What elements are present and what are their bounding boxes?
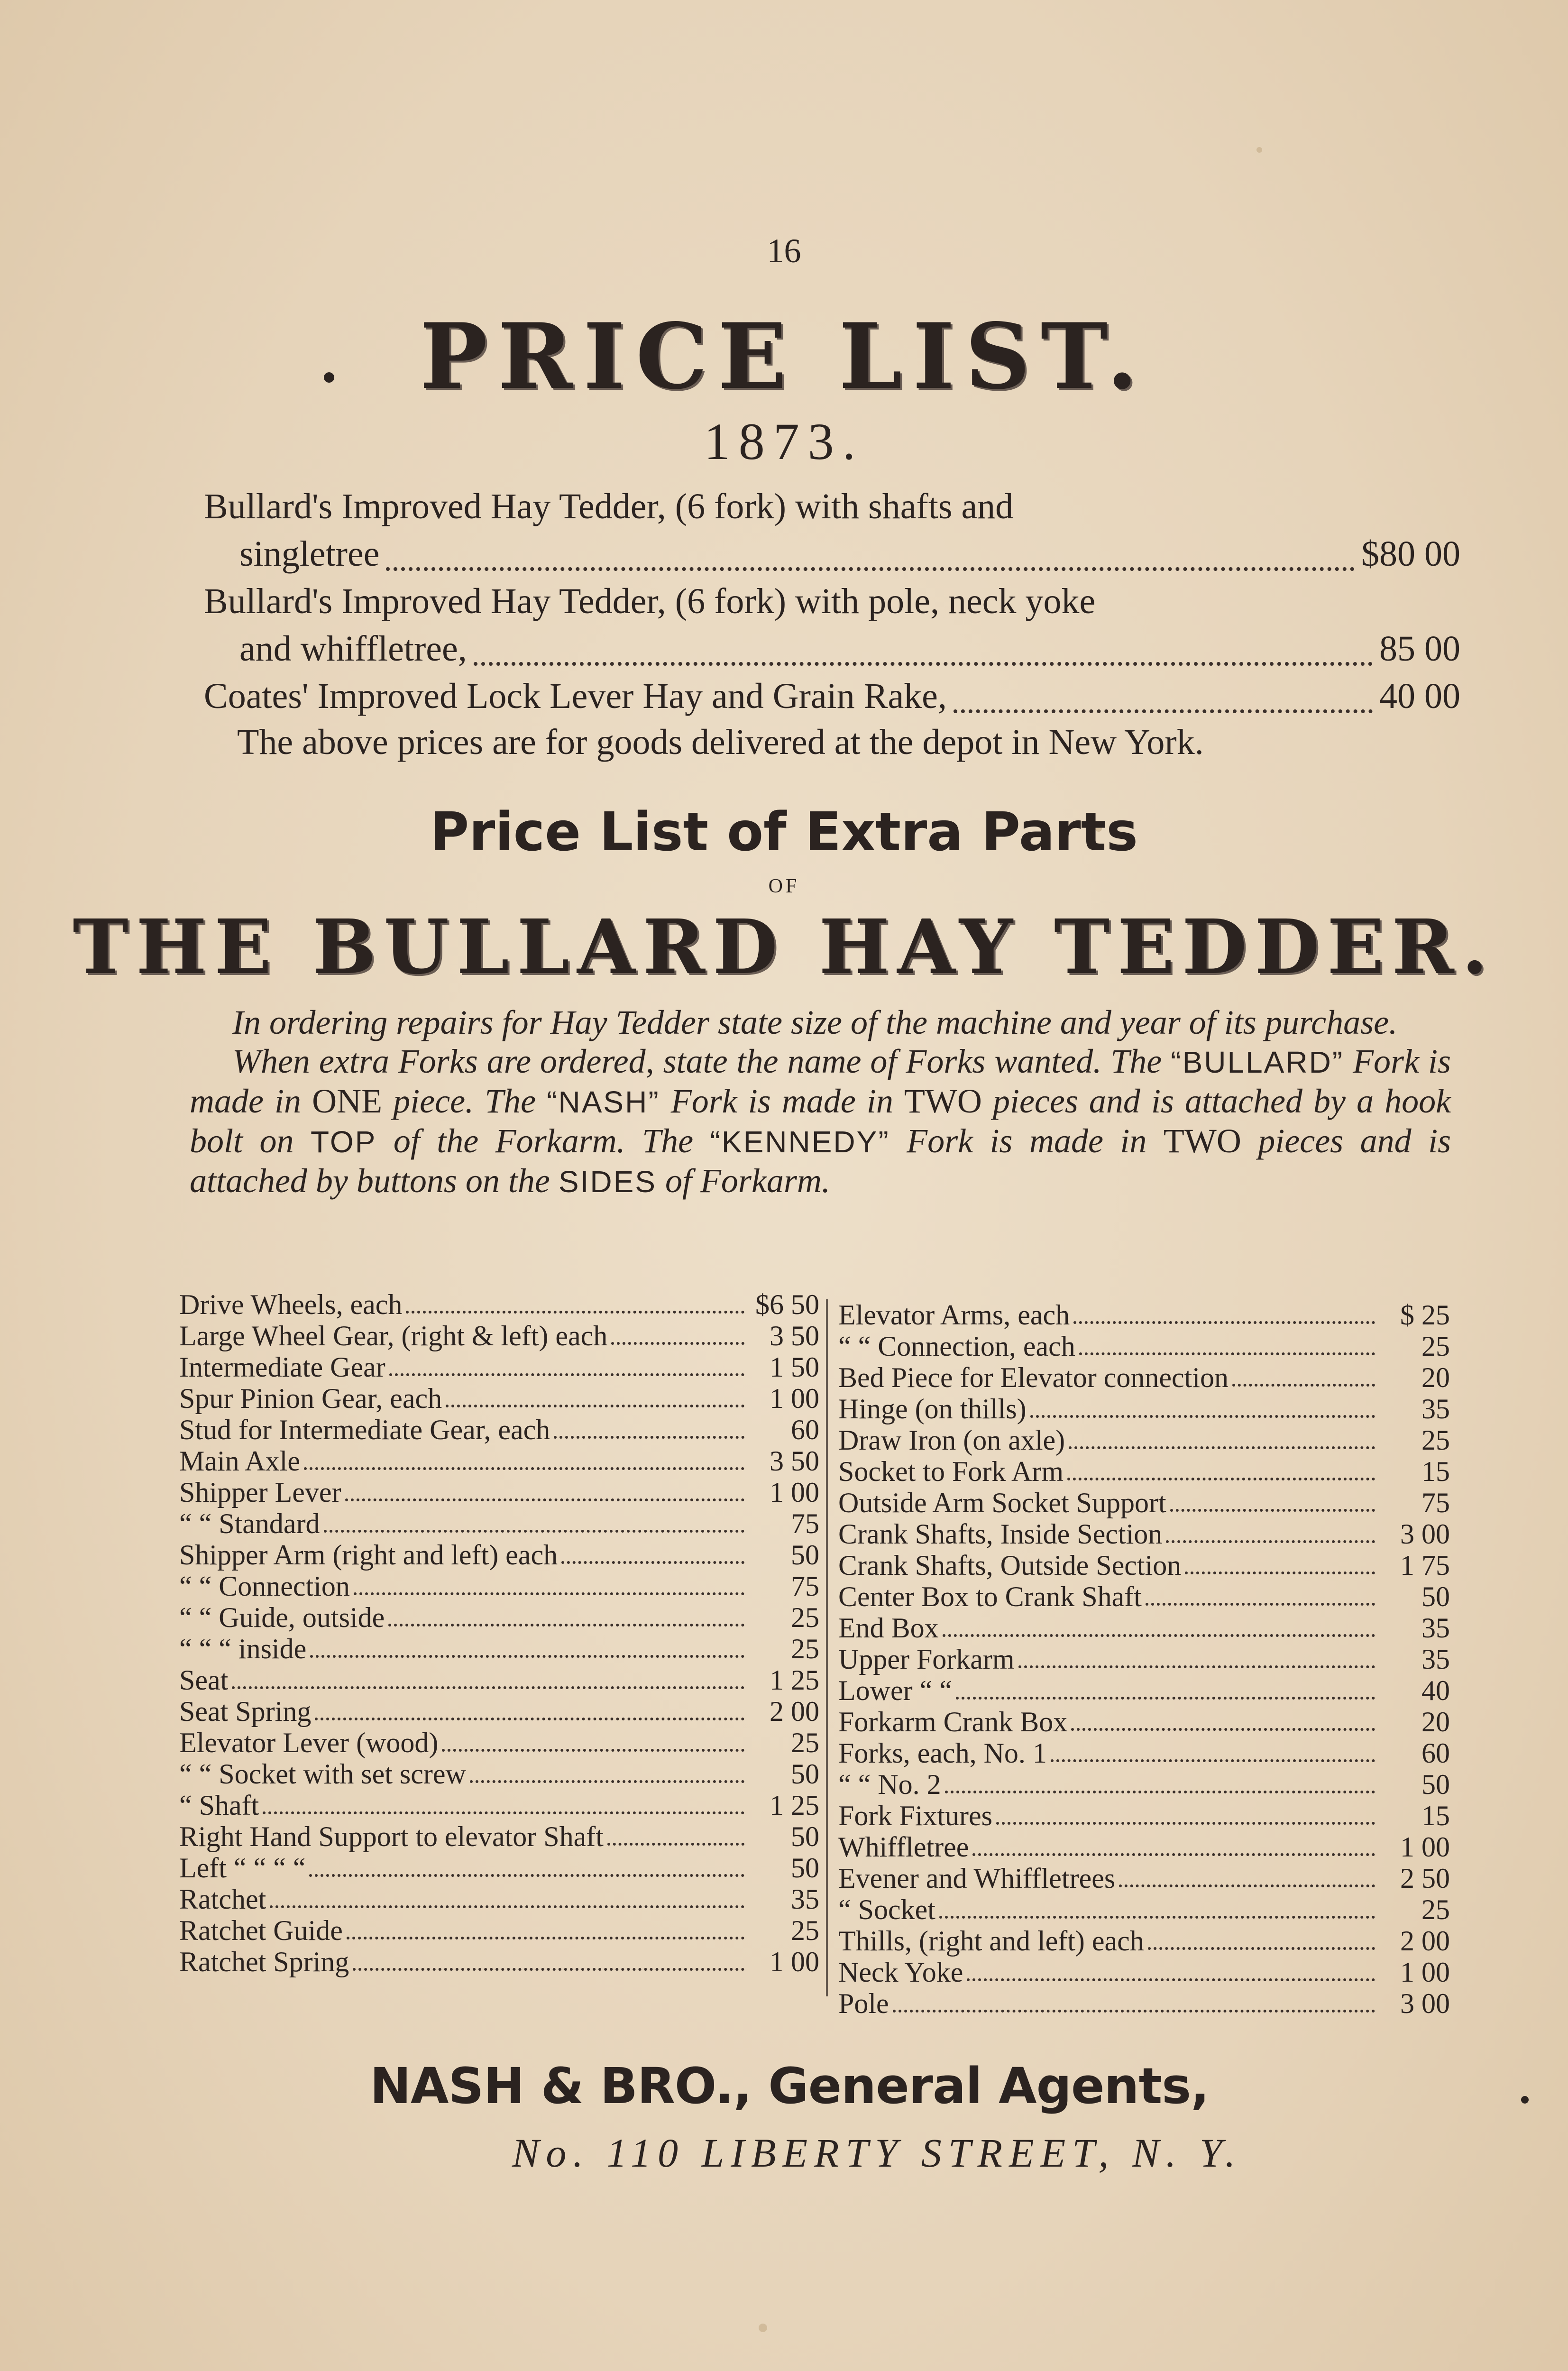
dot-leader bbox=[406, 1310, 744, 1314]
part-name: End Box bbox=[838, 1612, 939, 1644]
dot-leader bbox=[1067, 1477, 1375, 1480]
part-row bbox=[838, 1518, 1450, 1550]
instruction-text: piece. The bbox=[393, 1082, 536, 1120]
dot-leader bbox=[972, 1853, 1375, 1856]
part-name: Fork Fixtures bbox=[838, 1800, 993, 1831]
part-row bbox=[838, 1737, 1450, 1769]
part-row bbox=[179, 1508, 819, 1539]
part-price: 1 00 bbox=[770, 1946, 819, 1977]
part-name: “ Shaft bbox=[179, 1790, 259, 1821]
instruction-text: pieces and is attached by a hook bolt on bbox=[190, 1082, 1451, 1160]
dot-leader bbox=[1071, 1728, 1375, 1731]
part-row bbox=[838, 1362, 1450, 1393]
decorative-bullet bbox=[1521, 2096, 1529, 2104]
part-row bbox=[838, 1550, 1450, 1581]
part-price: 2 00 bbox=[770, 1696, 819, 1727]
part-row bbox=[838, 1925, 1450, 1957]
part-row bbox=[838, 1612, 1450, 1644]
part-row bbox=[838, 1456, 1450, 1487]
part-name: Shipper Arm (right and left) each bbox=[179, 1539, 558, 1571]
fork-name-kennedy: “KENNEDY” bbox=[710, 1125, 890, 1159]
part-row bbox=[838, 1831, 1450, 1863]
part-name: Lower “ “ bbox=[838, 1675, 952, 1706]
part-name: Seat Spring bbox=[179, 1696, 312, 1727]
instruction-emphasis: SIDES bbox=[558, 1165, 657, 1199]
instruction-text: pieces and is attached by buttons on the bbox=[190, 1122, 1451, 1200]
part-row bbox=[179, 1539, 819, 1571]
product-name: Bullard's Improved Hay Tedder, (6 fork) with pole, neck yoke bbox=[204, 581, 1096, 621]
part-name: Intermediate Gear bbox=[179, 1351, 385, 1383]
part-price: 15 bbox=[1421, 1800, 1450, 1831]
fork-name-nash: “NASH” bbox=[547, 1085, 660, 1119]
part-price: 1 25 bbox=[770, 1790, 819, 1821]
part-row bbox=[838, 1957, 1450, 1988]
part-price: 20 bbox=[1421, 1362, 1450, 1393]
product-price: 85 00 bbox=[1379, 629, 1460, 669]
part-row bbox=[838, 1863, 1450, 1894]
part-name: Shipper Lever bbox=[179, 1477, 341, 1508]
part-row bbox=[179, 1884, 819, 1915]
product-name-cont: singletree bbox=[239, 534, 380, 574]
part-price: 50 bbox=[791, 1758, 819, 1790]
dot-leader bbox=[354, 1592, 744, 1595]
part-row bbox=[838, 1800, 1450, 1831]
part-name: “ “ Guide, outside bbox=[179, 1602, 385, 1633]
part-price: 50 bbox=[791, 1852, 819, 1884]
part-name: Socket to Fork Arm bbox=[838, 1456, 1064, 1487]
part-name: Spur Pinion Gear, each bbox=[179, 1383, 442, 1414]
part-price: 75 bbox=[791, 1508, 819, 1539]
dot-leader bbox=[386, 567, 1355, 571]
part-price: 3 00 bbox=[1400, 1518, 1450, 1550]
part-price: 1 75 bbox=[1400, 1550, 1450, 1581]
dot-leader bbox=[943, 1634, 1375, 1637]
part-row bbox=[838, 1393, 1450, 1424]
dot-leader bbox=[1170, 1508, 1375, 1512]
part-row bbox=[838, 1581, 1450, 1612]
product-line bbox=[239, 625, 1460, 672]
part-price: 35 bbox=[1421, 1393, 1450, 1424]
instruction-paragraph bbox=[190, 1042, 1451, 1201]
part-price: 3 50 bbox=[770, 1320, 819, 1351]
dot-leader bbox=[1069, 1446, 1375, 1449]
dot-leader bbox=[324, 1529, 744, 1533]
part-row bbox=[179, 1915, 819, 1946]
part-name: Hinge (on thills) bbox=[838, 1393, 1027, 1424]
page-number: 16 bbox=[767, 232, 801, 270]
dot-leader bbox=[347, 1936, 744, 1939]
part-price: 60 bbox=[1421, 1737, 1450, 1769]
part-name: “ “ “ inside bbox=[179, 1633, 307, 1664]
part-price: 35 bbox=[791, 1884, 819, 1915]
dot-leader bbox=[263, 1811, 744, 1814]
ordering-instructions bbox=[190, 1003, 1451, 1201]
parts-list-left bbox=[179, 1289, 819, 1977]
part-row bbox=[179, 1852, 819, 1884]
part-name: Center Box to Crank Shaft bbox=[838, 1581, 1142, 1612]
part-price: 1 50 bbox=[770, 1351, 819, 1383]
parts-list-right bbox=[838, 1299, 1450, 2019]
part-price: 35 bbox=[1421, 1612, 1450, 1644]
column-divider bbox=[826, 1299, 828, 1996]
part-row bbox=[179, 1727, 819, 1758]
instruction-text: When extra Forks are ordered, state the name of Forks wanted. The bbox=[232, 1042, 1162, 1080]
part-name: Left “ “ “ “ bbox=[179, 1852, 306, 1884]
part-name: Forks, each, No. 1 bbox=[838, 1737, 1047, 1769]
dot-leader bbox=[389, 1373, 744, 1376]
part-row bbox=[179, 1320, 819, 1351]
part-price: 20 bbox=[1421, 1706, 1450, 1737]
product-line bbox=[204, 483, 1460, 530]
part-price: $ 25 bbox=[1400, 1299, 1450, 1331]
part-price: 50 bbox=[1421, 1769, 1450, 1800]
dot-leader bbox=[1119, 1884, 1375, 1887]
part-price: 40 bbox=[1421, 1675, 1450, 1706]
product-price: $80 00 bbox=[1361, 534, 1460, 574]
part-row bbox=[179, 1758, 819, 1790]
dot-leader bbox=[309, 1874, 744, 1877]
dot-leader bbox=[607, 1842, 744, 1846]
tedder-heading: THE BULLARD HAY TEDDER. bbox=[73, 903, 1495, 991]
product-line bbox=[239, 530, 1460, 578]
instruction-text: Fork is made in bbox=[907, 1122, 1147, 1160]
dot-leader bbox=[1030, 1415, 1375, 1418]
part-row bbox=[179, 1821, 819, 1852]
part-row bbox=[179, 1383, 819, 1414]
part-name: “ Socket bbox=[838, 1894, 935, 1925]
dot-leader bbox=[353, 1967, 744, 1971]
part-name: Crank Shafts, Inside Section bbox=[838, 1518, 1163, 1550]
part-name: Whiffletree bbox=[838, 1831, 969, 1863]
general-agents-line: NASH & BRO., General Agents, bbox=[370, 2057, 1209, 2115]
dot-leader bbox=[954, 709, 1373, 713]
dot-leader bbox=[561, 1561, 744, 1564]
part-row bbox=[838, 1487, 1450, 1518]
part-name: Forkarm Crank Box bbox=[838, 1706, 1068, 1737]
part-name: Crank Shafts, Outside Section bbox=[838, 1550, 1182, 1581]
part-name: Main Axle bbox=[179, 1445, 300, 1477]
dot-leader bbox=[304, 1467, 744, 1470]
part-row bbox=[179, 1289, 819, 1320]
part-row bbox=[838, 1331, 1450, 1362]
product-line bbox=[204, 672, 1460, 720]
paper-speck bbox=[1256, 147, 1262, 153]
instruction-text: Fork is made in bbox=[190, 1042, 1451, 1120]
part-name: Large Wheel Gear, (right & left) each bbox=[179, 1320, 608, 1351]
part-price: $6 50 bbox=[755, 1289, 819, 1320]
dot-leader bbox=[1148, 1947, 1375, 1950]
part-row bbox=[179, 1414, 819, 1445]
part-price: 75 bbox=[791, 1571, 819, 1602]
dot-leader bbox=[1079, 1352, 1375, 1355]
part-price: 3 50 bbox=[770, 1445, 819, 1477]
part-row bbox=[838, 1769, 1450, 1800]
product-name: Bullard's Improved Hay Tedder, (6 fork) with shafts and bbox=[204, 487, 1014, 526]
of-label: OF bbox=[768, 875, 800, 897]
part-name: “ “ Connection, each bbox=[838, 1331, 1075, 1362]
part-row bbox=[838, 1299, 1450, 1331]
part-price: 25 bbox=[1421, 1424, 1450, 1456]
address-line: No. 110 LIBERTY STREET, N. Y. bbox=[512, 2130, 1242, 2176]
part-name: Right Hand Support to elevator Shaft bbox=[179, 1821, 604, 1852]
instruction-paragraph bbox=[190, 1003, 1451, 1042]
part-row bbox=[838, 1644, 1450, 1675]
part-row bbox=[179, 1664, 819, 1696]
price-list-heading: PRICE LIST. bbox=[420, 303, 1148, 409]
part-name: Ratchet bbox=[179, 1884, 266, 1915]
part-price: 25 bbox=[791, 1915, 819, 1946]
dot-leader bbox=[1166, 1540, 1375, 1543]
instruction-text: In ordering repairs for Hay Tedder state size of the machine and year of its purchase. bbox=[232, 1003, 1398, 1041]
part-name: Thills, (right and left) each bbox=[838, 1925, 1144, 1957]
delivery-note: The above prices are for goods delivered at the depot in New York. bbox=[237, 722, 1204, 762]
instruction-emphasis: ONE bbox=[312, 1082, 383, 1120]
dot-leader bbox=[1051, 1759, 1375, 1762]
instruction-emphasis: TWO bbox=[904, 1082, 982, 1120]
part-row bbox=[179, 1571, 819, 1602]
part-row bbox=[179, 1351, 819, 1383]
part-row bbox=[179, 1696, 819, 1727]
part-name: “ “ Socket with set screw bbox=[179, 1758, 466, 1790]
part-name: Pole bbox=[838, 1988, 889, 2019]
dot-leader bbox=[446, 1404, 744, 1407]
part-name: “ “ No. 2 bbox=[838, 1769, 941, 1800]
part-price: 2 50 bbox=[1400, 1863, 1450, 1894]
dot-leader bbox=[345, 1498, 744, 1501]
part-row bbox=[838, 1988, 1450, 2019]
part-name: Seat bbox=[179, 1664, 229, 1696]
fork-name-bullard: “BULLARD” bbox=[1171, 1045, 1344, 1079]
dot-leader bbox=[945, 1790, 1375, 1793]
part-row bbox=[179, 1477, 819, 1508]
dot-leader bbox=[388, 1623, 744, 1627]
dot-leader bbox=[310, 1654, 744, 1658]
dot-leader bbox=[1185, 1571, 1375, 1574]
part-name: Outside Arm Socket Support bbox=[838, 1487, 1166, 1518]
product-price: 40 00 bbox=[1379, 676, 1460, 716]
extra-parts-title: Price List of Extra Parts bbox=[430, 801, 1138, 863]
part-price: 25 bbox=[791, 1602, 819, 1633]
product-name-cont: and whiffletree, bbox=[239, 629, 467, 669]
part-price: 25 bbox=[1421, 1331, 1450, 1362]
part-name: Ratchet Spring bbox=[179, 1946, 349, 1977]
dot-leader bbox=[474, 662, 1373, 666]
dot-leader bbox=[1073, 1321, 1375, 1324]
dot-leader bbox=[939, 1915, 1375, 1919]
product-name: Coates' Improved Lock Lever Hay and Grain Rake, bbox=[204, 676, 947, 716]
part-price: 1 00 bbox=[770, 1477, 819, 1508]
dot-leader bbox=[470, 1780, 744, 1783]
dot-leader bbox=[442, 1748, 744, 1752]
part-name: “ “ Standard bbox=[179, 1508, 320, 1539]
part-name: “ “ Connection bbox=[179, 1571, 350, 1602]
dot-leader bbox=[232, 1686, 744, 1689]
part-name: Drive Wheels, each bbox=[179, 1289, 403, 1320]
dot-leader bbox=[967, 1978, 1375, 1981]
part-price: 35 bbox=[1421, 1644, 1450, 1675]
price-list-year: 1873. bbox=[704, 413, 864, 470]
product-line bbox=[204, 578, 1460, 625]
instruction-emphasis: TOP bbox=[310, 1125, 377, 1159]
part-price: 50 bbox=[791, 1539, 819, 1571]
dot-leader bbox=[315, 1717, 744, 1720]
part-name: Ratchet Guide bbox=[179, 1915, 343, 1946]
part-price: 60 bbox=[791, 1414, 819, 1445]
part-price: 3 00 bbox=[1400, 1988, 1450, 2019]
part-row bbox=[179, 1633, 819, 1664]
part-price: 2 00 bbox=[1400, 1925, 1450, 1957]
part-name: Upper Forkarm bbox=[838, 1644, 1015, 1675]
part-name: Neck Yoke bbox=[838, 1957, 963, 1988]
part-price: 1 25 bbox=[770, 1664, 819, 1696]
part-price: 1 00 bbox=[770, 1383, 819, 1414]
dot-leader bbox=[554, 1435, 744, 1439]
part-price: 15 bbox=[1421, 1456, 1450, 1487]
part-name: Evener and Whiffletrees bbox=[838, 1863, 1116, 1894]
part-row bbox=[179, 1946, 819, 1977]
part-row bbox=[179, 1790, 819, 1821]
part-price: 1 00 bbox=[1400, 1957, 1450, 1988]
part-price: 1 00 bbox=[1400, 1831, 1450, 1863]
part-row bbox=[838, 1706, 1450, 1737]
part-name: Stud for Intermediate Gear, each bbox=[179, 1414, 550, 1445]
part-row bbox=[179, 1445, 819, 1477]
dot-leader bbox=[1146, 1602, 1375, 1606]
instruction-emphasis: TWO bbox=[1163, 1122, 1241, 1160]
part-name: Elevator Lever (wood) bbox=[179, 1727, 439, 1758]
part-row bbox=[838, 1424, 1450, 1456]
dot-leader bbox=[1018, 1665, 1375, 1668]
dot-leader bbox=[956, 1696, 1375, 1700]
instruction-text: of Forkarm. bbox=[665, 1162, 830, 1200]
part-row bbox=[838, 1894, 1450, 1925]
part-price: 25 bbox=[791, 1727, 819, 1758]
dot-leader bbox=[1232, 1383, 1375, 1387]
part-row bbox=[838, 1675, 1450, 1706]
part-name: Draw Iron (on axle) bbox=[838, 1424, 1065, 1456]
instruction-text: of the Forkarm. The bbox=[393, 1122, 694, 1160]
paper-speck bbox=[759, 2324, 767, 2332]
dot-leader bbox=[996, 1821, 1375, 1825]
part-price: 25 bbox=[1421, 1894, 1450, 1925]
dot-leader bbox=[893, 2009, 1375, 2013]
dot-leader bbox=[270, 1905, 744, 1908]
instruction-text: Fork is made in bbox=[670, 1082, 893, 1120]
dot-leader bbox=[611, 1342, 744, 1345]
part-row bbox=[179, 1602, 819, 1633]
part-price: 50 bbox=[791, 1821, 819, 1852]
part-price: 50 bbox=[1421, 1581, 1450, 1612]
part-name: Bed Piece for Elevator connection bbox=[838, 1362, 1229, 1393]
part-price: 25 bbox=[791, 1633, 819, 1664]
part-name: Elevator Arms, each bbox=[838, 1299, 1070, 1331]
part-price: 75 bbox=[1421, 1487, 1450, 1518]
